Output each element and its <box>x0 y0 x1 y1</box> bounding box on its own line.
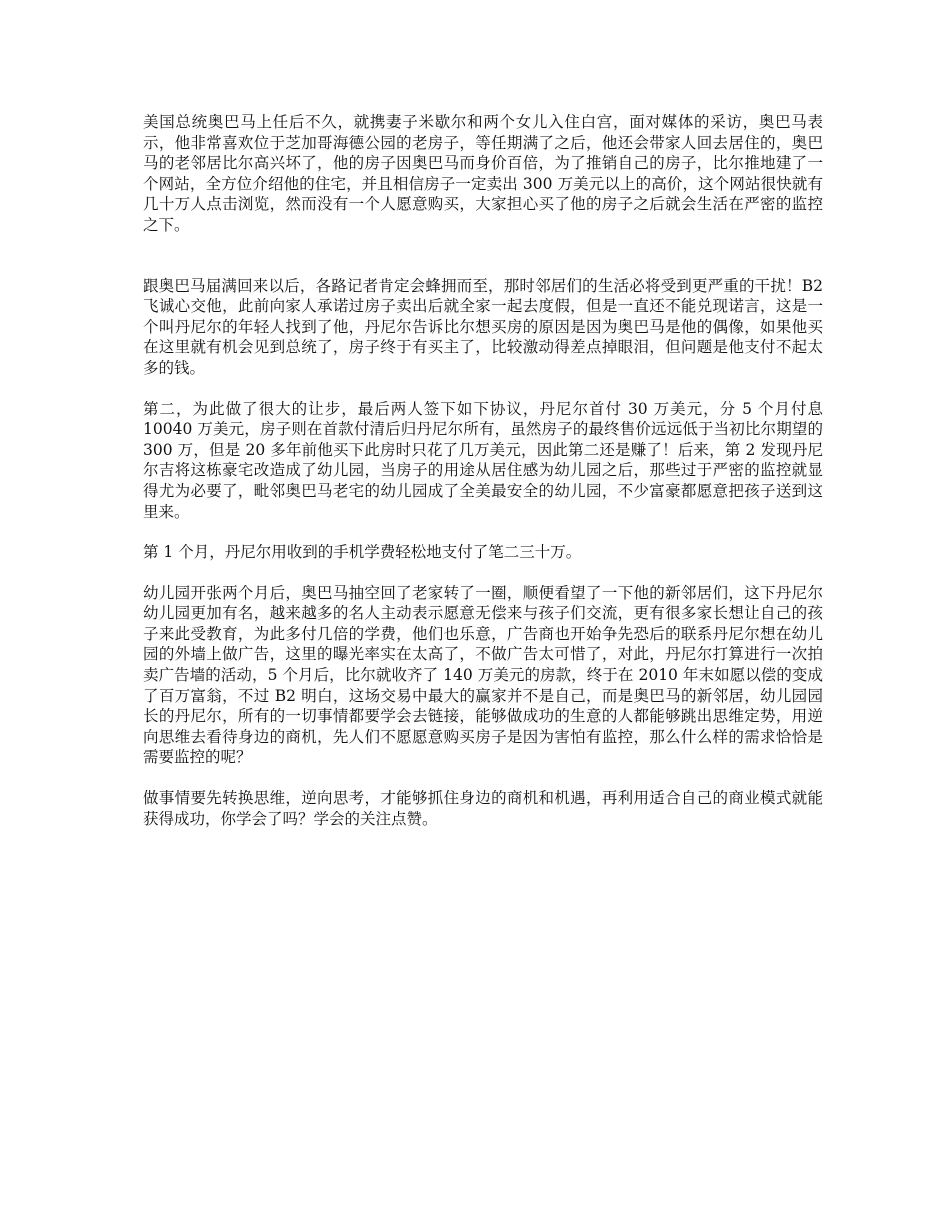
paragraph-3: 第二，为此做了很大的让步，最后两人签下如下协议，丹尼尔首付 30 万美元，分 5 个月付息 10040 万美元，房子则在首款付清后归丹尼尔所有，虽然房子的最终售价远远低于当初比尔期望的 300 万，但是 20 多年前他买下此房时只花了几万美元，因此第二还是赚了！后来，第 2 发现丹尼尔吉将这栋豪宅改造成了幼儿园，当房子的用途从居住感为幼儿园之后，那些过于严密的监控就显得尤为必要了，毗邻奥巴马老宅的幼儿园成了全美最安全的幼儿园，不少富豪都愿意把孩子送到这里来。 <box>143 399 823 521</box>
paragraph-4: 第 1 个月，丹尼尔用收到的手机学费轻松地支付了笔二三十万。 <box>143 543 582 562</box>
paragraph-6: 做事情要先转换思维，逆向思考，才能够抓住身边的商机和机遇，再利用适合自己的商业模式就能获得成功，你学会了吗？学会的关注点赞。 <box>143 789 823 828</box>
paragraph-1: 美国总统奥巴马上任后不久，就携妻子米歇尔和两个女儿入住白宫，面对媒体的采访，奥巴马表示，他非常喜欢位于芝加哥海德公园的老房子，等任期满了之后，他还会带家人回去居住的，奥巴马的老邻居比尔高兴坏了，他的房子因奥巴马而身价百倍，为了推销自己的房子，比尔推地建了一个网站，全方位介绍他的住宅，并且相信房子一定卖出 300 万美元以上的高价，这个网站很快就有几十万人点击浏览，然而没有一个人愿意购买，大家担心买了他的房子之后就会生活在严密的监控之下。 <box>143 113 823 234</box>
paragraph-5: 幼儿园开张两个月后，奥巴马抽空回了老家转了一圈，顺便看望了一下他的新邻居们，这下丹尼尔幼儿园更加有名，越来越多的名人主动表示愿意无偿来与孩子们交流，更有很多家长想让自己的孩子来此受教育，为此多付几倍的学费，他们也乐意，广告商也开始争先恐后的联系丹尼尔想在幼儿园的外墙上做广告，这里的曝光率实在太高了，不做广告太可惜了，对此，丹尼尔打算进行一次拍卖广告墙的活动，5 个月后，比尔就收齐了 140 万美元的房款，终于在 2010 年末如愿以偿的变成了百万富翁，不过 B2 明白，这场交易中最大的赢家并不是自己，而是奥巴马的新邻居，幼儿园园长的丹尼尔，所有的一切事情都要学会去链接，能够做成功的生意的人都能够跳出思维定势，用逆向思维去看待身边的商机，先人们不愿愿意购买房子是因为害怕有监控，那么什么样的需求恰恰是需要监控的呢？ <box>143 583 823 767</box>
article-body <box>143 112 823 829</box>
paragraph-2: 跟奥巴马届满回来以后，各路记者肯定会蜂拥而至，那时邻居们的生活必将受到更严重的干扰！B2 飞诚心交他，此前向家人承诺过房子卖出后就全家一起去度假，但是一直还不能兑现诺言，这是一个叫丹尼尔的年轻人找到了他，丹尼尔告诉比尔想买房的原因是因为奥巴马是他的偶像，如果他买在这里就有机会见到总统了，房子终于有买主了，比较激动得差点掉眼泪，但问题是他支付不起太多的钱。 <box>143 276 823 377</box>
